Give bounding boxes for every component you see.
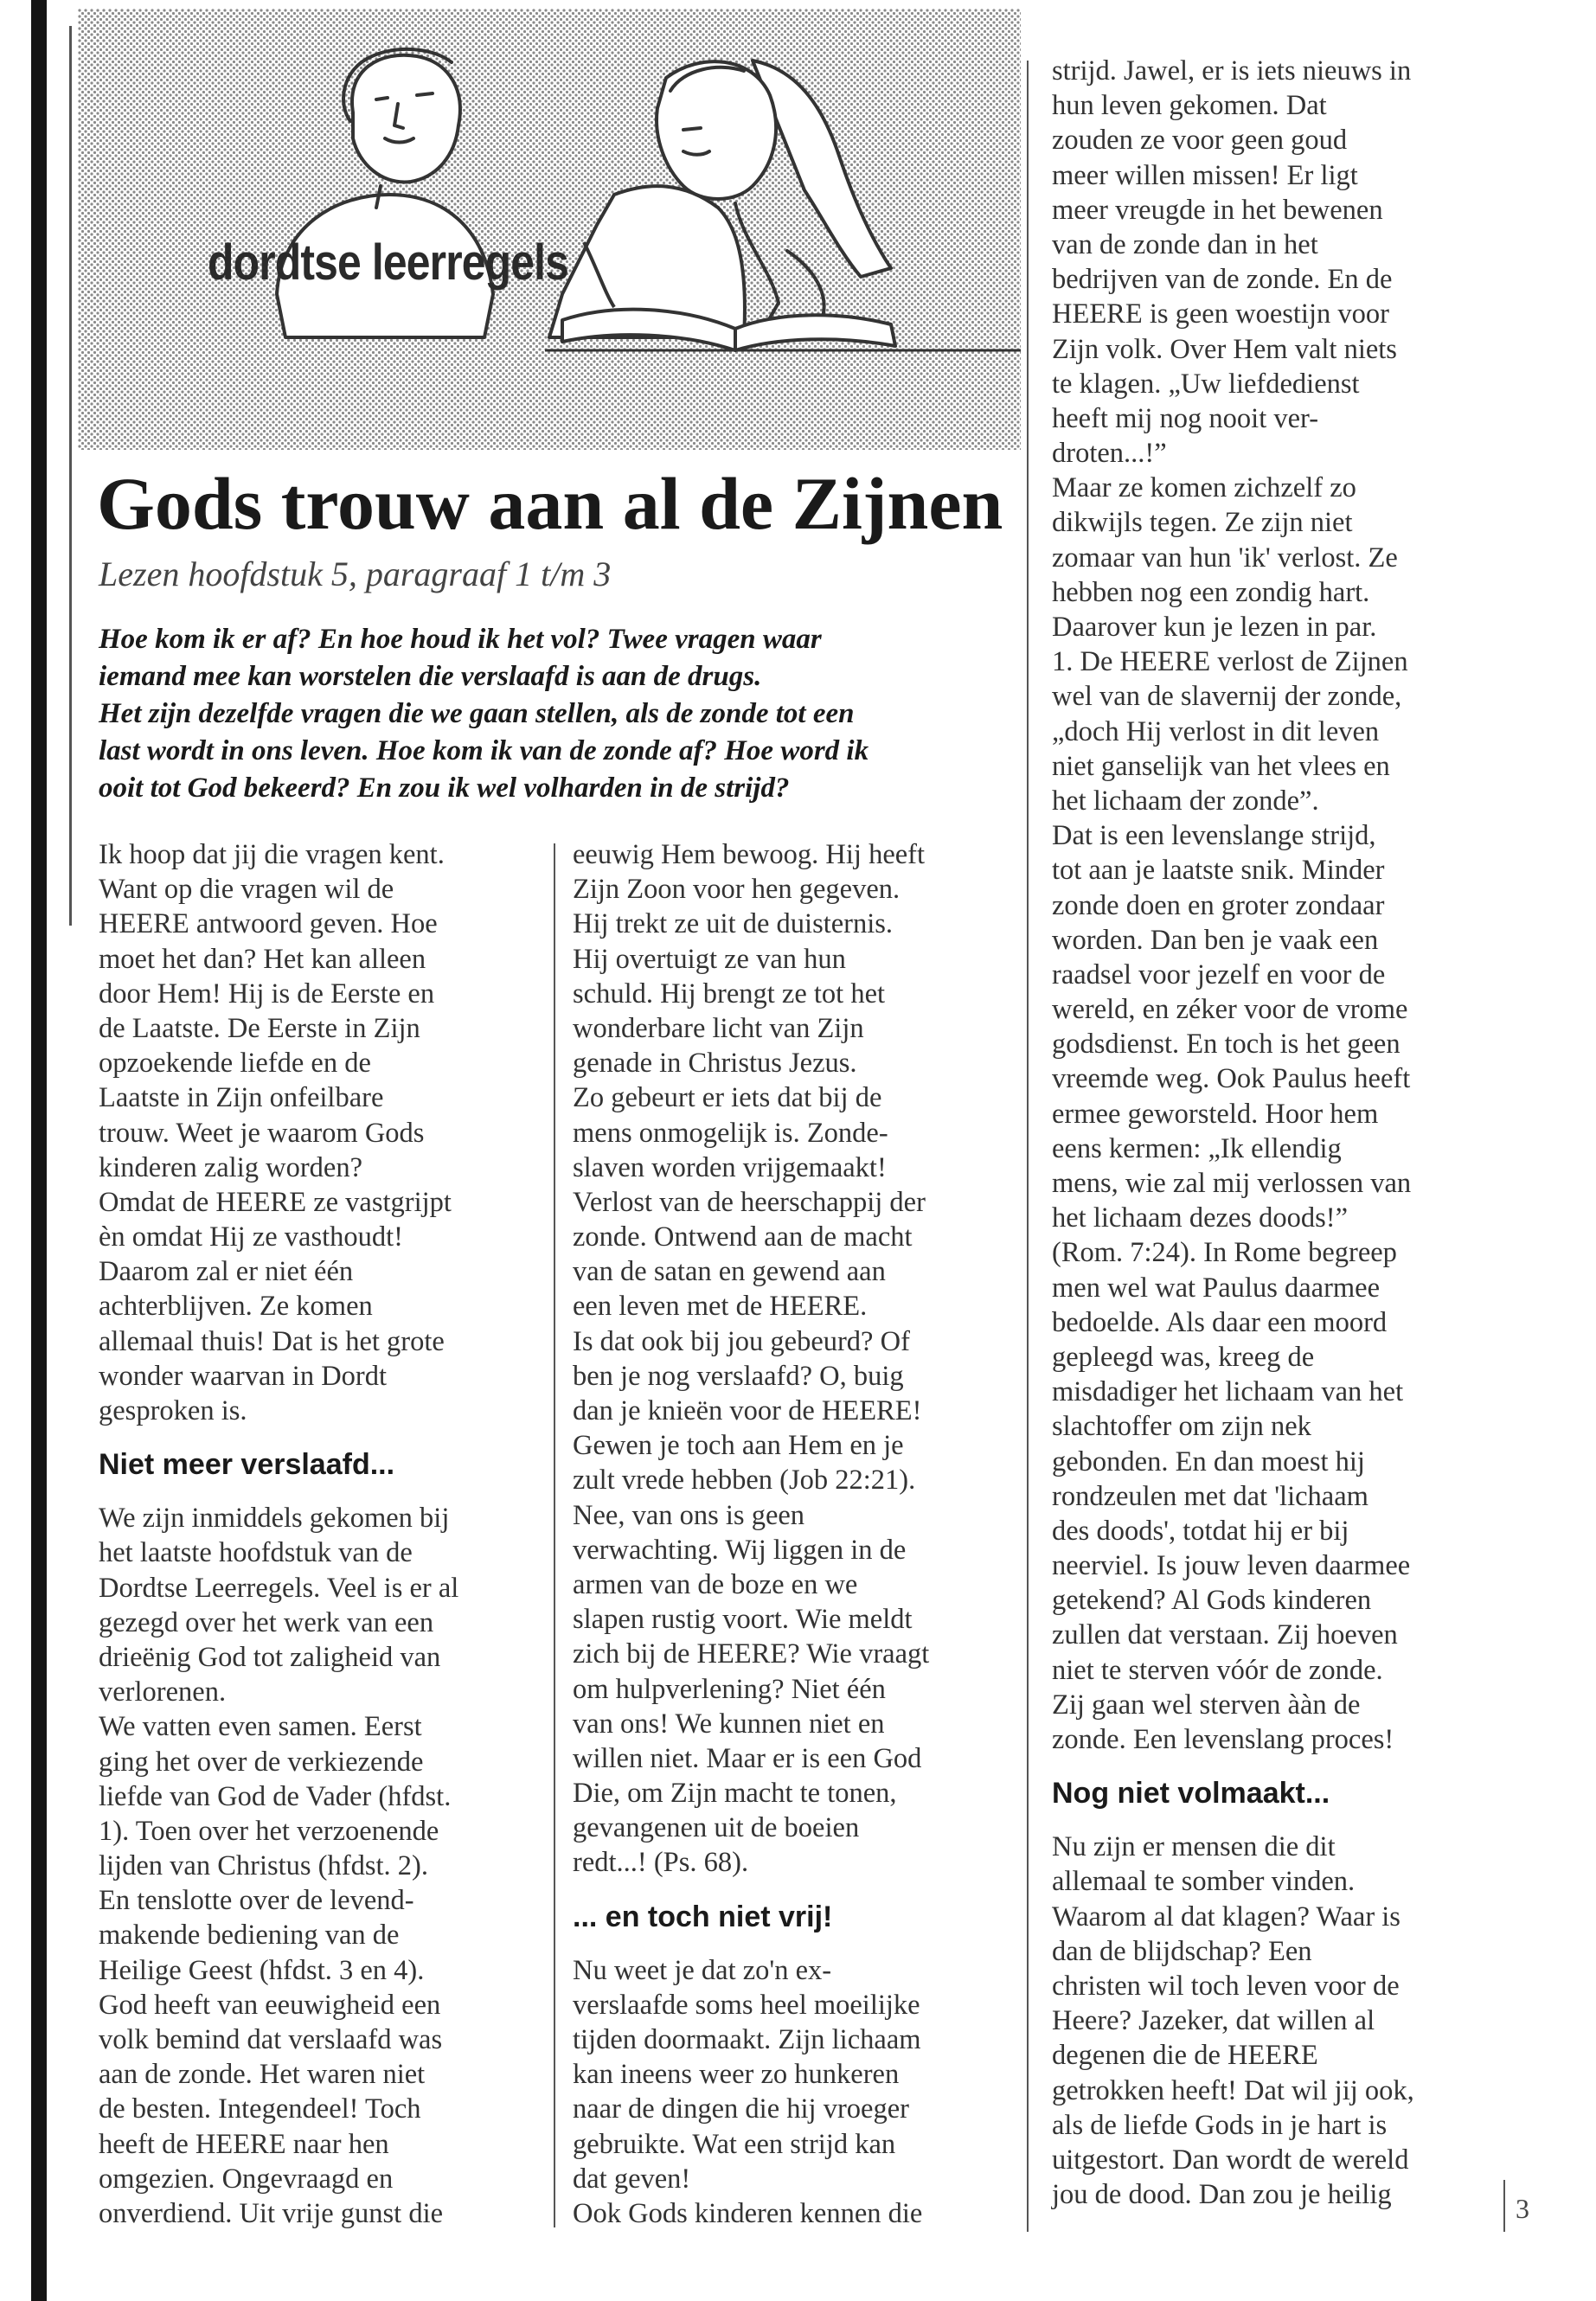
text-line: wonder waarvan in Dordt bbox=[99, 1360, 388, 1392]
text-line: wel van de slavernij der zonde, bbox=[1052, 681, 1402, 713]
text-line: eens kermen: „Ik ellendig bbox=[1052, 1132, 1342, 1164]
text-line: verslaafde soms heel moeilijke bbox=[573, 1989, 920, 2021]
text-line: dan de blijdschap? Een bbox=[1052, 1935, 1312, 1967]
text-line: Zij gaan wel sterven ààn de bbox=[1052, 1689, 1361, 1721]
text-line: getekend? Al Gods kinderen bbox=[1052, 1585, 1372, 1617]
text-line: Zijn volk. Over Hem valt niets bbox=[1052, 333, 1397, 365]
page-number: 3 bbox=[1516, 2193, 1529, 2224]
column-rule-1 bbox=[554, 843, 555, 2227]
text-line: Gewen je toch aan Hem en je bbox=[573, 1430, 904, 1462]
text-line: tijden doormaakt. Zijn lichaam bbox=[573, 2024, 921, 2055]
column-rule-2 bbox=[1027, 61, 1029, 2232]
lead-line: Het zijn dezelfde vragen die we gaan stellen, als de zonde tot een bbox=[99, 698, 855, 729]
article-subtitle: Lezen hoofdstuk 5, paragraaf 1 t/m 3 bbox=[99, 554, 612, 593]
lead-line: ooit tot God bekeerd? En zou ik wel volharden in de strijd? bbox=[99, 772, 790, 804]
text-line: zich bij de HEERE? Wie vraagt bbox=[573, 1638, 930, 1670]
text-line: Daarover kun je lezen in par. bbox=[1052, 612, 1377, 643]
section-heading-niet-meer-verslaafd: Niet meer verslaafd... bbox=[99, 1448, 395, 1482]
text-line: meer willen missen! Er ligt bbox=[1052, 159, 1358, 191]
text-line: bedoelde. Als daar een moord bbox=[1052, 1306, 1388, 1338]
text-line: zullen dat verstaan. Zij hoeven bbox=[1052, 1619, 1398, 1651]
text-line: Hij trekt ze uit de duisternis. bbox=[573, 908, 894, 940]
text-line: gebruikte. Wat een strijd kan bbox=[573, 2128, 896, 2160]
text-line: tot aan je laatste snik. Minder bbox=[1052, 855, 1385, 887]
text-line: niet te sterven vóór de zonde. bbox=[1052, 1654, 1383, 1686]
text-line: „doch Hij verlost in dit leven bbox=[1052, 715, 1380, 747]
text-line: willen niet. Maar er is een God bbox=[573, 1742, 922, 1774]
section-heading-en-toch-niet-vrij: ... en toch niet vrij! bbox=[573, 1900, 833, 1933]
text-column-2 bbox=[573, 837, 1018, 2231]
text-line: trouw. Weet je waarom Gods bbox=[99, 1117, 425, 1149]
text-line: gesproken is. bbox=[99, 1395, 247, 1426]
text-line: mens, wie zal mij verlossen van bbox=[1052, 1168, 1412, 1199]
text-line: bedrijven van de zonde. En de bbox=[1052, 264, 1393, 296]
text-line: moet het dan? Het kan alleen bbox=[99, 943, 426, 975]
text-line: Laatste in Zijn onfeilbare bbox=[99, 1082, 384, 1114]
text-line: drieënig God tot zaligheid van bbox=[99, 1641, 441, 1673]
text-line: wereld, en zéker voor de vrome bbox=[1052, 994, 1408, 1026]
text-line: slapen rustig voort. Wie meldt bbox=[573, 1604, 913, 1636]
text-line: slaven worden vrijgemaakt! bbox=[573, 1151, 887, 1183]
text-column-3 bbox=[1052, 54, 1502, 2212]
article-title: Gods trouw aan al de Zijnen bbox=[97, 462, 1003, 545]
text-line: opzoekende liefde en de bbox=[99, 1048, 371, 1080]
text-line: zonde. Een levenslang proces! bbox=[1052, 1724, 1394, 1755]
header-illustration bbox=[78, 9, 1021, 450]
text-line: gezegd over het werk van een bbox=[99, 1606, 434, 1638]
text-line: christen wil toch leven voor de bbox=[1052, 1970, 1400, 2002]
text-line: van ons! We kunnen niet en bbox=[573, 1708, 885, 1740]
text-line: Ik hoop dat jij die vragen kent. bbox=[99, 839, 445, 870]
text-line: zonde. Ontwend aan de macht bbox=[573, 1221, 913, 1253]
text-line: hebben nog een zondig hart. bbox=[1052, 576, 1370, 608]
text-line: godsdienst. En toch is het geen bbox=[1052, 1029, 1401, 1061]
text-line: van de satan en gewend aan bbox=[573, 1256, 886, 1288]
text-line: wonderbare licht van Zijn bbox=[573, 1012, 864, 1044]
text-line: HEERE antwoord geven. Hoe bbox=[99, 908, 438, 940]
text-line: Heilige Geest (hfdst. 3 en 4). bbox=[99, 1954, 425, 1986]
text-line: meer vreugde in het bewenen bbox=[1052, 194, 1383, 226]
text-line: (Rom. 7:24). In Rome begreep bbox=[1052, 1237, 1397, 1269]
text-line: te klagen. „Uw liefdedienst bbox=[1052, 368, 1360, 400]
text-line: God heeft van eeuwigheid een bbox=[99, 1989, 441, 2021]
text-line: Want op die vragen wil de bbox=[99, 874, 394, 906]
text-line: strijd. Jawel, er is iets nieuws in bbox=[1052, 55, 1412, 87]
text-line: achterblijven. Ze komen bbox=[99, 1291, 373, 1323]
text-line: getrokken heeft! Dat wil jij ook, bbox=[1052, 2074, 1414, 2106]
text-line: Zijn Zoon voor hen gegeven. bbox=[573, 874, 901, 906]
text-line: omgezien. Ongevraagd en bbox=[99, 2163, 394, 2195]
text-line: 1. De HEERE verlost de Zijnen bbox=[1052, 646, 1408, 678]
text-line: mens onmogelijk is. Zonde- bbox=[573, 1117, 888, 1149]
text-line: misdadiger het lichaam van het bbox=[1052, 1376, 1404, 1408]
text-line: naar de dingen die hij vroeger bbox=[573, 2093, 909, 2125]
text-line: niet ganselijk van het vlees en bbox=[1052, 750, 1390, 782]
text-line: Zo gebeurt er iets dat bij de bbox=[573, 1082, 882, 1114]
text-line: gevangenen uit de boeien bbox=[573, 1812, 860, 1844]
text-line: kan ineens weer zo hunkeren bbox=[573, 2059, 900, 2091]
text-line: het lichaam dezes doods!” bbox=[1052, 1202, 1349, 1234]
text-line: Waarom al dat klagen? Waar is bbox=[1052, 1900, 1401, 1932]
text-line: zomaar van hun 'ik' verlost. Ze bbox=[1052, 542, 1398, 574]
text-line: Dat is een levenslange strijd, bbox=[1052, 820, 1376, 852]
text-line: We zijn inmiddels gekomen bij bbox=[99, 1503, 450, 1535]
section-heading-nog-niet-volmaakt: Nog niet volmaakt... bbox=[1052, 1777, 1330, 1811]
text-line: om hulpverlening? Niet één bbox=[573, 1673, 886, 1705]
section-tag: dordtse leerregels bbox=[208, 234, 569, 291]
page-number-rule bbox=[1503, 2180, 1505, 2232]
text-line: de besten. Integendeel! Toch bbox=[99, 2093, 421, 2125]
text-line: zonde doen en groter zondaar bbox=[1052, 889, 1385, 921]
text-line: Daarom zal er niet één bbox=[99, 1256, 354, 1288]
text-line: zult vrede hebben (Job 22:21). bbox=[573, 1465, 916, 1497]
text-line: makende bediening van de bbox=[99, 1920, 400, 1952]
lead-paragraph bbox=[99, 621, 1016, 807]
text-line: het laatste hoofdstuk van de bbox=[99, 1537, 413, 1569]
text-line: verwachting. Wij liggen in de bbox=[573, 1534, 907, 1566]
text-line: Heere? Jazeker, dat willen al bbox=[1052, 2005, 1375, 2037]
text-line: Nu zijn er mensen die dit bbox=[1052, 1831, 1336, 1863]
lead-line: last wordt in ons leven. Hoe kom ik van de zonde af? Hoe word ik bbox=[99, 735, 869, 766]
text-line: Hij overtuigt ze van hun bbox=[573, 943, 846, 975]
text-line: heeft de HEERE naar hen bbox=[99, 2128, 389, 2160]
text-line: Nee, van ons is geen bbox=[573, 1499, 805, 1531]
text-line: liefde van God de Vader (hfdst. bbox=[99, 1780, 452, 1812]
text-line: genade in Christus Jezus. bbox=[573, 1048, 857, 1080]
text-line: van de zonde dan in het bbox=[1052, 228, 1318, 260]
text-line: als de liefde Gods in je hart is bbox=[1052, 2109, 1388, 2141]
text-line: lijden van Christus (hfdst. 2). bbox=[99, 1850, 428, 1882]
text-line: neerviel. Is jouw leven daarmee bbox=[1052, 1550, 1411, 1582]
text-line: ben je nog verslaafd? O, buig bbox=[573, 1360, 904, 1392]
left-margin-rule bbox=[69, 26, 72, 926]
text-line: des doods', totdat hij er bij bbox=[1052, 1515, 1349, 1547]
text-line: volk bemind dat verslaafd was bbox=[99, 2024, 443, 2055]
text-line: redt...! (Ps. 68). bbox=[573, 1847, 749, 1879]
text-line: ging het over de verkiezende bbox=[99, 1746, 424, 1778]
text-line: het lichaam der zonde”. bbox=[1052, 785, 1319, 817]
text-line: eeuwig Hem bewoog. Hij heeft bbox=[573, 839, 926, 870]
text-line: zouden ze voor geen goud bbox=[1052, 125, 1348, 157]
text-line: Die, om Zijn macht te tonen, bbox=[573, 1778, 897, 1810]
text-line: onverdiend. Uit vrije gunst die bbox=[99, 2197, 444, 2229]
text-line: vreemde weg. Ook Paulus heeft bbox=[1052, 1063, 1411, 1095]
text-line: schuld. Hij brengt ze tot het bbox=[573, 977, 886, 1009]
text-line: We vatten even samen. Eerst bbox=[99, 1711, 422, 1743]
scan-edge-bar bbox=[31, 0, 47, 2301]
text-line: verlorenen. bbox=[99, 1676, 227, 1708]
text-line: Maar ze komen zichzelf zo bbox=[1052, 472, 1356, 504]
text-column-1 bbox=[99, 837, 540, 2231]
text-line: allemaal te somber vinden. bbox=[1052, 1866, 1356, 1898]
lead-line: iemand mee kan worstelen die verslaafd is aan de drugs. bbox=[99, 661, 762, 692]
text-line: gepleegd was, kreeg de bbox=[1052, 1341, 1315, 1373]
text-line: èn omdat Hij ze vasthoudt! bbox=[99, 1221, 403, 1253]
text-line: HEERE is geen woestijn voor bbox=[1052, 298, 1389, 330]
text-line: ermee geworsteld. Hoor hem bbox=[1052, 1098, 1379, 1130]
text-line: uitgestort. Dan wordt de wereld bbox=[1052, 2144, 1409, 2176]
text-line: 1). Toen over het verzoenende bbox=[99, 1815, 439, 1847]
text-line: Is dat ook bij jou gebeurd? Of bbox=[573, 1325, 910, 1357]
text-line: dan je knieën voor de HEERE! bbox=[573, 1395, 922, 1426]
text-line: droten...!” bbox=[1052, 438, 1167, 470]
text-line: armen van de boze en we bbox=[573, 1568, 858, 1600]
text-line: kinderen zalig worden? bbox=[99, 1151, 363, 1183]
text-line: Nu weet je dat zo'n ex- bbox=[573, 1954, 832, 1986]
text-line: dat geven! bbox=[573, 2163, 691, 2195]
text-line: aan de zonde. Het waren niet bbox=[99, 2059, 426, 2091]
text-line: slachtoffer om zijn nek bbox=[1052, 1411, 1311, 1443]
text-line: Verlost van de heerschappij der bbox=[573, 1186, 926, 1218]
text-line: de Laatste. De Eerste in Zijn bbox=[99, 1012, 420, 1044]
text-line: rondzeulen met dat 'lichaam bbox=[1052, 1480, 1368, 1512]
text-line: dikwijls tegen. Ze zijn niet bbox=[1052, 507, 1353, 539]
text-line: worden. Dan ben je vaak een bbox=[1052, 924, 1379, 956]
lead-line: Hoe kom ik er af? En hoe houd ik het vol? Twee vragen waar bbox=[99, 624, 822, 655]
text-line: jou de dood. Dan zou je heilig bbox=[1052, 2179, 1392, 2211]
text-line: een leven met de HEERE. bbox=[573, 1291, 868, 1323]
text-line: door Hem! Hij is de Eerste en bbox=[99, 977, 435, 1009]
text-line: raadsel voor jezelf en voor de bbox=[1052, 958, 1386, 990]
text-line: En tenslotte over de levend- bbox=[99, 1885, 414, 1917]
text-line: Omdat de HEERE ze vastgrijpt bbox=[99, 1186, 452, 1218]
text-line: Ook Gods kinderen kennen die bbox=[573, 2197, 923, 2229]
text-line: men wel wat Paulus daarmee bbox=[1052, 1272, 1381, 1304]
text-line: allemaal thuis! Dat is het grote bbox=[99, 1325, 445, 1357]
text-line: heeft mij nog nooit ver- bbox=[1052, 402, 1319, 434]
text-line: hun leven gekomen. Dat bbox=[1052, 90, 1327, 122]
text-line: gebonden. En dan moest hij bbox=[1052, 1445, 1365, 1477]
text-line: Dordtse Leerregels. Veel is er al bbox=[99, 1572, 459, 1604]
text-line: degenen die de HEERE bbox=[1052, 2040, 1318, 2072]
